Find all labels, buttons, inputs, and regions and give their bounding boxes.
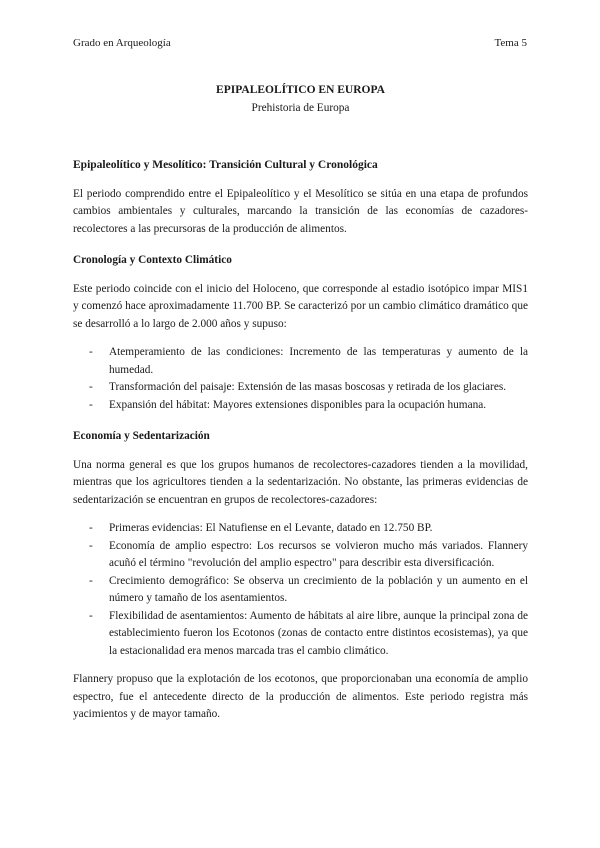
list-item: - Transformación del paisaje: Extensión de las masas boscosas y retirada de los glaciares. (89, 381, 507, 393)
paragraph-closing: Flannery propuso que la explotación de los ecotonos, que proporcionaban una economía de amplio espectro, fue el antecedente directo de la producción de alimentos. Este periodo registra más yacimientos y de mayor tamaño. (73, 673, 528, 720)
list-item: - Atemperamiento de las condiciones: Incremento de las temperaturas y aumento de la humedad. (89, 346, 528, 376)
list-item: - Expansión del hábitat: Mayores extensiones disponibles para la ocupación humana. (89, 398, 487, 411)
header-topic: Tema 5 (494, 37, 527, 49)
section-heading-economy: Economía y Sedentarización (73, 430, 210, 442)
paragraph-transition: El periodo comprendido entre el Epipaleolítico y el Mesolítico se sitúa en una etapa de profundos cambios ambientales y culturales, marcando la transición de las economías de cazadores-recolectores a las precursoras de la producción de alimentos. (73, 187, 528, 235)
paragraph-economy: Una norma general es que los grupos humanos de recolectores-cazadores tienden a la movilidad, mientras que los agricultores tienden a la sedentarización. No obstante, las primeras evidencias de sedentarización se encuentran en grupos de recolectores-cazadores: (73, 458, 528, 506)
header-course: Grado en Arqueología (73, 37, 171, 49)
list-item: - Primeras evidencias: El Natufiense en el Levante, datado en 12.750 BP. (89, 522, 433, 534)
document-title: EPIPALEOLÍTICO EN EUROPA (216, 84, 385, 96)
section-heading-transition: Epipaleolítico y Mesolítico: Transición Cultural y Cronológica (73, 159, 378, 171)
list-item: - Crecimiento demográfico: Se observa un crecimiento de la población y un aumento en el número y tamaño de los asentamientos. (89, 574, 528, 604)
list-climate-changes (73, 344, 528, 414)
document-body (73, 82, 528, 735)
list-item: - Flexibilidad de asentamientos: Aumento de hábitats al aire libre, aunque la principal zona de establecimiento fueron los Ecotonos (zonas de contacto entre distintos ecosistemas), ya que la estacionalidad era menos marcada tras el cambio climático. (89, 609, 528, 657)
document-subtitle: Prehistoria de Europa (251, 101, 350, 114)
section-heading-chronology: Cronología y Contexto Climático (73, 254, 232, 266)
paragraph-chronology: Este periodo coincide con el inicio del Holoceno, que corresponde al estadio isotópico impar MIS1 y comenzó hace aproximadamente 11.700 BP. Se caracterizó por un cambio climático dramático que se desarrolló a lo largo de 2.000 años y supuso: (73, 282, 528, 330)
list-item: - Economía de amplio espectro: Los recursos se volvieron mucho más variados. Flannery acuñó el término "revolución del amplio espectro" para describir esta diversificación. (89, 539, 528, 569)
list-sedentarization (73, 520, 528, 660)
